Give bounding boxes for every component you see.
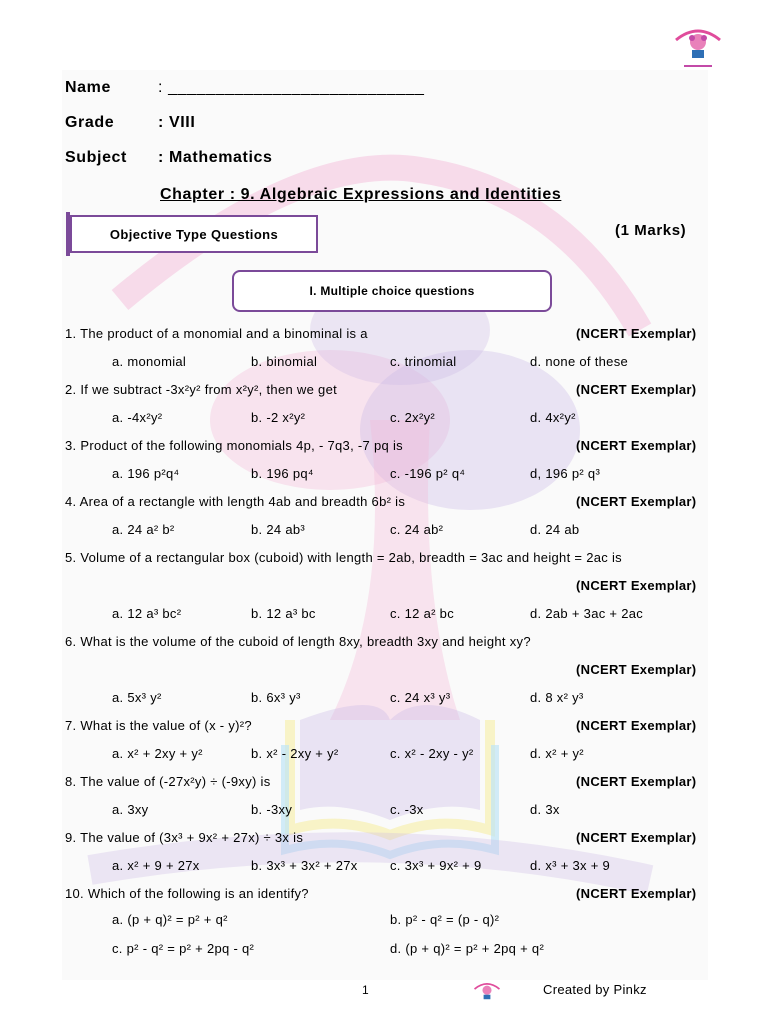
source-tag-8: (NCERT Exemplar) [576, 774, 697, 789]
source-tag-6: (NCERT Exemplar) [576, 662, 697, 677]
q5-option-d: d. 2ab + 3ac + 2ac [530, 606, 644, 621]
name-field[interactable]: : ___________________________ [158, 79, 425, 96]
source-tag-5: (NCERT Exemplar) [576, 578, 697, 593]
question-2: 2. If we subtract -3x²y² from x²y², then we get [65, 382, 338, 397]
q9-option-a: a. x² + 9 + 27x [112, 858, 200, 873]
q3-option-b: b. 196 pq⁴ [251, 466, 314, 481]
question-4: 4. Area of a rectangle with length 4ab and breadth 6b² is [65, 494, 406, 509]
subject-value: : Mathematics [158, 149, 273, 166]
source-tag-4: (NCERT Exemplar) [576, 494, 697, 509]
q3-option-c: c. -196 p² q⁴ [390, 466, 466, 481]
q7-option-d: d. x² + y² [530, 746, 584, 761]
q8-option-b: b. -3xy [251, 802, 293, 817]
q1-option-c: c. trinomial [390, 354, 457, 369]
q2-option-c: c. 2x²y² [390, 410, 436, 425]
q10-option-a: a. (p + q)² = p² + q² [112, 912, 228, 927]
q2-option-d: d. 4x²y² [530, 410, 576, 425]
question-7: 7. What is the value of (x - y)²? [65, 718, 252, 733]
q10-option-c: c. p² - q² = p² + 2pq - q² [112, 941, 255, 956]
grade-label: Grade [65, 114, 115, 131]
q4-option-d: d. 24 ab [530, 522, 580, 537]
source-tag-3: (NCERT Exemplar) [576, 438, 697, 453]
chapter-title: Chapter : 9. Algebraic Expressions and Identities [160, 186, 562, 203]
q5-option-a: a. 12 a³ bc² [112, 606, 182, 621]
q8-option-a: a. 3xy [112, 802, 149, 817]
subject-label: Subject [65, 149, 127, 166]
source-tag-7: (NCERT Exemplar) [576, 718, 697, 733]
question-10: 10. Which of the following is an identify? [65, 886, 309, 901]
q6-option-a: a. 5x³ y² [112, 690, 162, 705]
footer-credit: Created by Pinkz [543, 982, 647, 997]
q4-option-a: a. 24 a² b² [112, 522, 175, 537]
objective-type-box [70, 215, 318, 253]
question-6: 6. What is the volume of the cuboid of length 8xy, breadth 3xy and height xy? [65, 634, 531, 649]
q10-option-d: d. (p + q)² = p² + 2pq + q² [390, 941, 545, 956]
q9-option-d: d. x³ + 3x + 9 [530, 858, 611, 873]
q9-option-b: b. 3x³ + 3x² + 27x [251, 858, 358, 873]
source-tag-1: (NCERT Exemplar) [576, 326, 697, 341]
q5-option-b: b. 12 a³ bc [251, 606, 316, 621]
page-number: 1 [362, 983, 369, 997]
source-tag-9: (NCERT Exemplar) [576, 830, 697, 845]
q9-option-c: c. 3x³ + 9x² + 9 [390, 858, 482, 873]
q6-option-c: c. 24 x³ y³ [390, 690, 451, 705]
question-5: 5. Volume of a rectangular box (cuboid) with length = 2ab, breadth = 3ac and height = 2ac is [65, 550, 622, 565]
box-accent [66, 212, 70, 256]
source-tag-10: (NCERT Exemplar) [576, 886, 697, 901]
q10-option-b: b. p² - q² = (p - q)² [390, 912, 500, 927]
q4-option-b: b. 24 ab³ [251, 522, 306, 537]
q5-option-c: c. 12 a² bc [390, 606, 454, 621]
q3-option-d: d, 196 p² q³ [530, 466, 601, 481]
q7-option-a: a. x² + 2xy + y² [112, 746, 203, 761]
name-label: Name [65, 79, 111, 96]
mcq-heading: I. Multiple choice questions [309, 284, 475, 298]
marks-label: (1 Marks) [615, 222, 687, 239]
q8-option-d: d. 3x [530, 802, 560, 817]
mcq-heading-box [232, 270, 552, 312]
grade-value: : VIII [158, 114, 196, 131]
question-9: 9. The value of (3x³ + 9x² + 27x) ÷ 3x is [65, 830, 304, 845]
source-tag-2: (NCERT Exemplar) [576, 382, 697, 397]
q7-option-b: b. x² - 2xy + y² [251, 746, 339, 761]
q4-option-c: c. 24 ab² [390, 522, 444, 537]
q6-option-b: b. 6x³ y³ [251, 690, 301, 705]
q1-option-a: a. monomial [112, 354, 187, 369]
q3-option-a: a. 196 p²q⁴ [112, 466, 180, 481]
q2-option-a: a. -4x²y² [112, 410, 163, 425]
q1-option-d: d. none of these [530, 354, 629, 369]
question-3: 3. Product of the following monomials 4p, - 7q3, -7 pq is [65, 438, 403, 453]
footer-logo-icon [470, 976, 504, 1010]
q7-option-c: c. x² - 2xy - y² [390, 746, 474, 761]
objective-type-label: Objective Type Questions [109, 226, 279, 242]
q2-option-b: b. -2 x²y² [251, 410, 306, 425]
question-8: 8. The value of (-27x²y) ÷ (-9xy) is [65, 774, 271, 789]
q1-option-b: b. binomial [251, 354, 318, 369]
school-logo-icon [668, 22, 728, 72]
q8-option-c: c. -3x [390, 802, 424, 817]
question-1: 1. The product of a monomial and a binominal is a [65, 326, 368, 341]
q6-option-d: d. 8 x² y³ [530, 690, 584, 705]
